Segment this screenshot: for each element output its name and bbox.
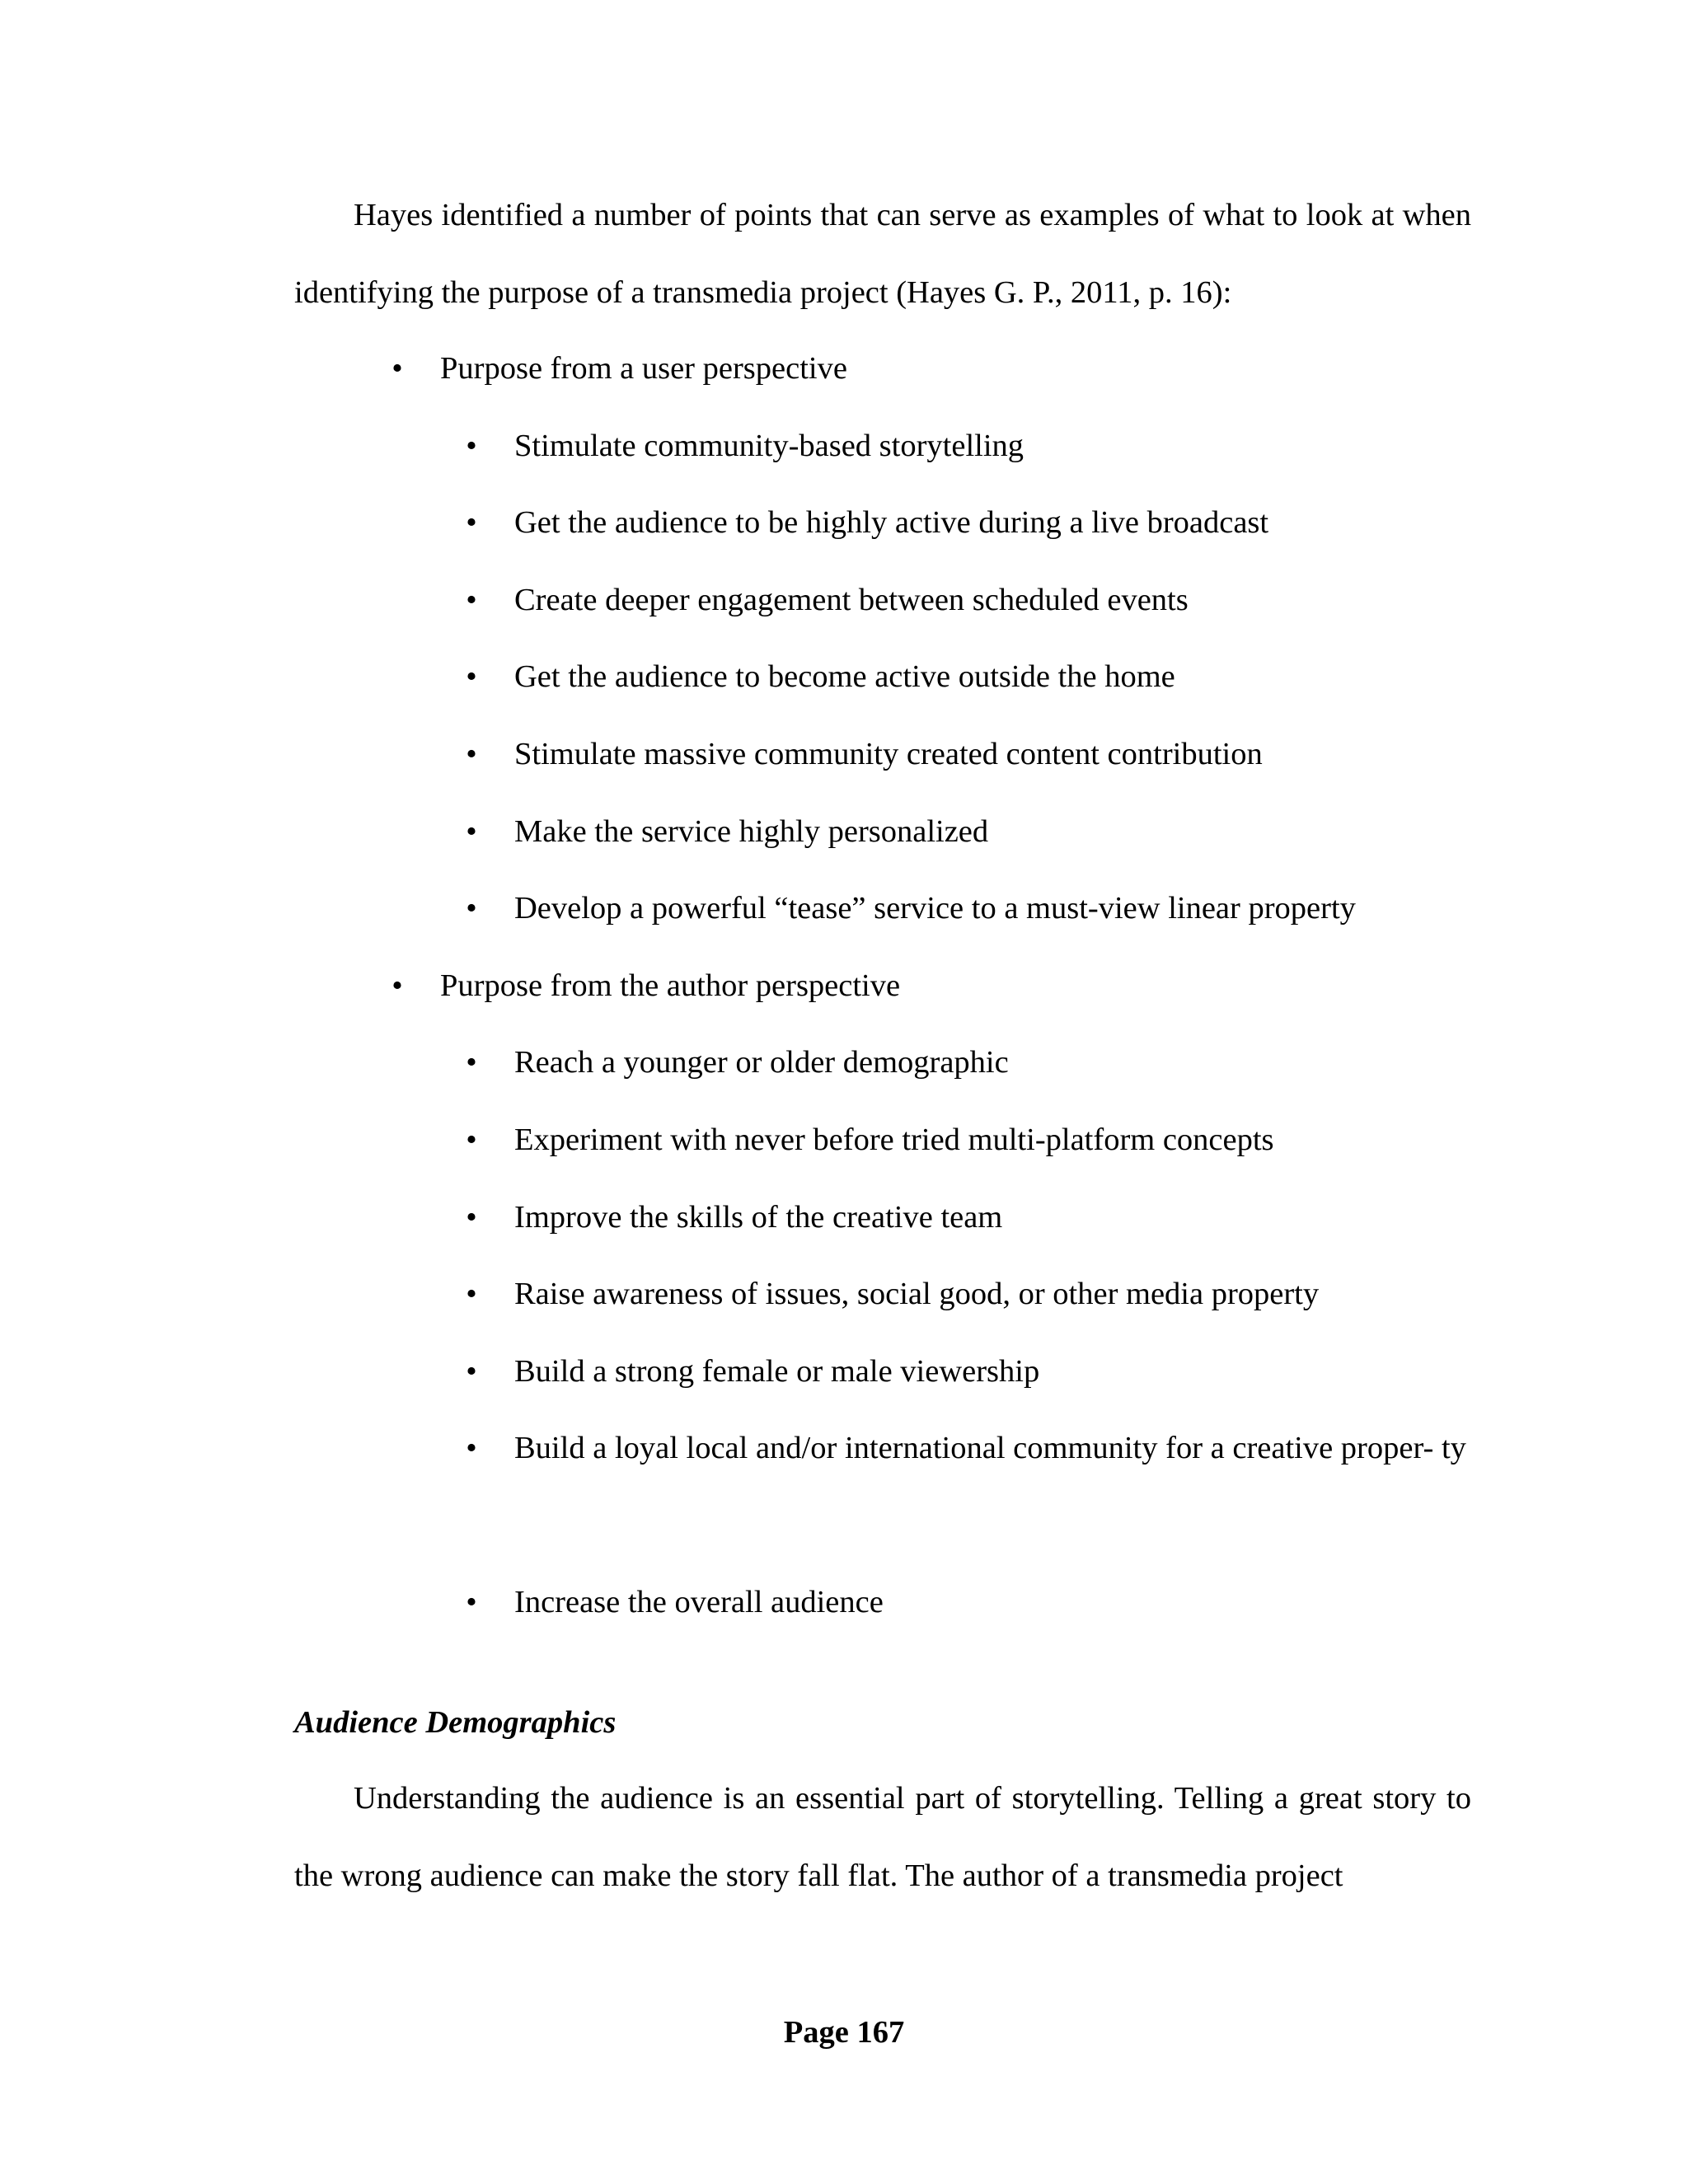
bullet-icon: • — [466, 891, 477, 926]
list-item-text: Create deeper engagement between scheduled events — [514, 583, 1189, 617]
bullet-icon: • — [466, 1045, 477, 1080]
list-item-text: Stimulate massive community created content contribution — [514, 737, 1263, 771]
section-text: Understanding the audience is an essential part of storytelling. Telling a great story to the wrong audience can make the story fall flat. The author of a transmedia project — [294, 1781, 1471, 1893]
list-item-text: Develop a powerful “tease” service to a must-view linear property — [514, 891, 1356, 926]
bullet-icon: • — [466, 1122, 477, 1157]
list-item-text: Make the service highly personalized — [514, 814, 989, 849]
bullet-icon: • — [392, 351, 403, 386]
bullet-icon: • — [466, 1200, 477, 1235]
list-item-text: Build a strong female or male viewership — [514, 1354, 1040, 1389]
list-item-text-wrapped: Build a loyal local and/or international community for a creative proper- ty — [514, 1431, 1466, 1465]
list-item-text: Experiment with never before tried multi-platform concepts — [514, 1122, 1274, 1157]
bullet-icon: • — [466, 814, 477, 849]
bullet-icon: • — [466, 737, 477, 771]
bullet-icon: • — [466, 1277, 477, 1311]
list-item-text: Reach a younger or older demographic — [514, 1045, 1009, 1080]
list-item-text: Improve the skills of the creative team — [514, 1200, 1003, 1235]
intro-text: Hayes identified a number of points that can serve as examples of what to look at when identifying the purpose of a transmedia project (Hayes G. P., 2011, p. 16): — [294, 198, 1471, 310]
bullet-icon: • — [466, 1585, 477, 1619]
section-paragraph — [294, 1760, 1471, 1915]
bullet-icon: • — [466, 659, 477, 694]
bullet-icon: • — [466, 429, 477, 463]
list-item-text: Raise awareness of issues, social good, or other media property — [514, 1277, 1320, 1311]
list-item-text: Get the audience to be highly active during a live broadcast — [514, 505, 1269, 540]
bullet-icon: • — [466, 1354, 477, 1389]
section-heading: Audience Demographics — [294, 1705, 617, 1740]
bullet-label: Purpose from a user perspective — [440, 351, 847, 386]
list-item-text: Increase the overall audience — [514, 1585, 884, 1619]
bullet-label: Purpose from the author perspective — [440, 968, 901, 1003]
page-number: Page 167 — [783, 2015, 905, 2050]
bullet-icon: • — [466, 1431, 477, 1465]
bullet-icon: • — [392, 968, 403, 1003]
bullet-icon: • — [466, 505, 477, 540]
intro-paragraph — [294, 177, 1471, 331]
list-item-text: Stimulate community-based storytelling — [514, 429, 1025, 463]
bullet-icon: • — [466, 583, 477, 617]
list-item-text: Get the audience to become active outside the home — [514, 659, 1175, 694]
